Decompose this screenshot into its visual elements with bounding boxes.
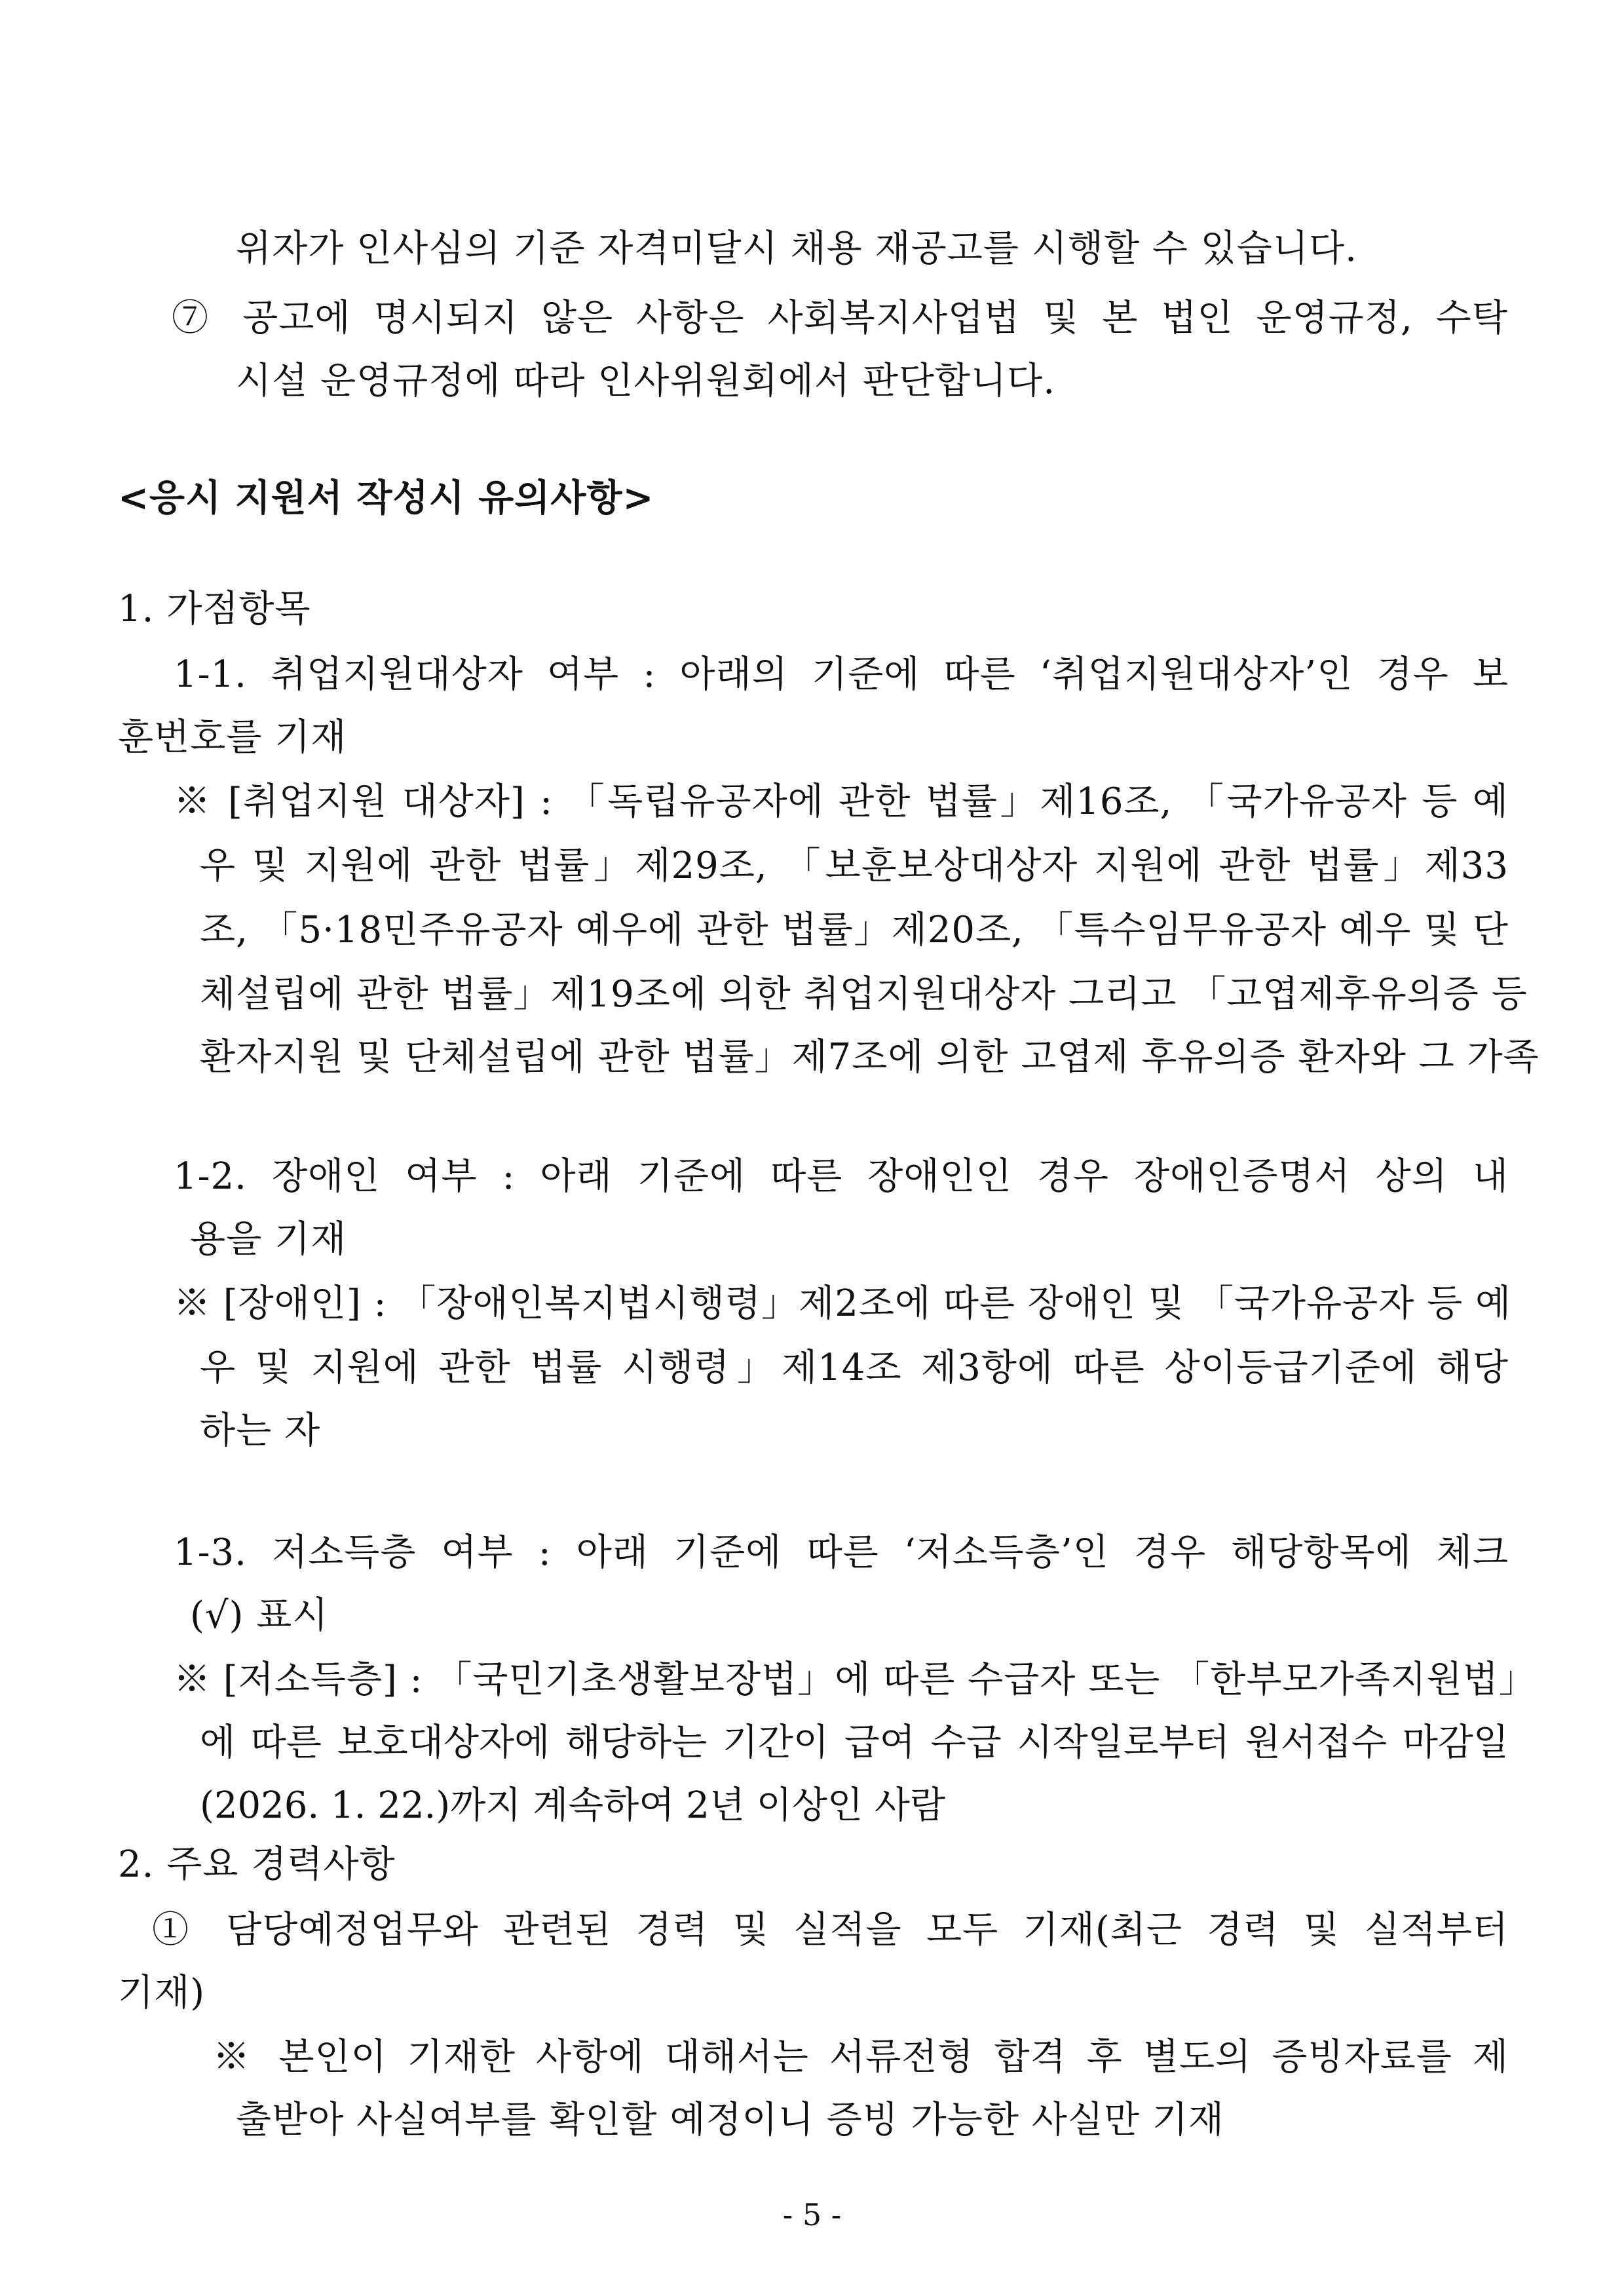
item-1-1-note-line-5: 환자지원 및 단체설립에 관한 법률」제7조에 의한 고엽제 후유의증 환자와 그 가족 xyxy=(200,1036,1539,1079)
section-title: <응시 지원서 작성시 유의사항> xyxy=(118,476,654,520)
item-1-1-note-line-2: 우 및 지원에 관한 법률」제29조, 「보훈보상대상자 지원에 관한 법률」제33 xyxy=(200,845,1509,887)
section-2-note-line-2: 출받아 사실여부를 확인할 예정이니 증빙 가능한 사실만 기재 xyxy=(236,2099,1225,2141)
item-1-1-note-line-3: 조, 「5·18민주유공자 예우에 관한 법률」제20조, 「특수임무유공자 예우 및 단 xyxy=(200,909,1509,951)
item-1-1-line-2: 훈번호를 기재 xyxy=(118,716,347,759)
item-1-2-note-line-3: 하는 자 xyxy=(200,1409,321,1452)
section-2-item-1-line-2: 기재) xyxy=(118,1972,206,2014)
section-2-title: 2. 주요 경력사항 xyxy=(118,1843,396,1886)
item-1-3-note-line-2: 에 따른 보호대상자에 해당하는 기간이 급여 수급 시작일로부터 원서접수 마감일 xyxy=(200,1721,1509,1764)
notice-continuation-line: 위자가 인사심의 기준 자격미달시 채용 재공고를 시행할 수 있습니다. xyxy=(236,227,1357,270)
notice-item-7-line-2: 시설 운영규정에 따라 인사위원회에서 판단합니다. xyxy=(236,360,1056,402)
item-1-2-note-line-1: ※ [장애인] : 「장애인복지법시행령」제2조에 따른 장애인 및 「국가유공자 등 예 xyxy=(174,1282,1512,1325)
item-1-2-note-line-2: 우 및 지원에 관한 법률 시행령」제14조 제3항에 따른 상이등급기준에 해당 xyxy=(200,1347,1509,1389)
item-1-3-line-2: (√) 표시 xyxy=(190,1594,329,1637)
item-1-1-line-1: 1-1. 취업지원대상자 여부 : 아래의 기준에 따른 ‘취업지원대상자’인 경우 보 xyxy=(174,653,1509,696)
notice-item-7-line-1: ⑦ 공고에 명시되지 않은 사항은 사회복지사업법 및 본 법인 운영규정, 수탁 xyxy=(172,297,1508,339)
item-1-1-note-line-1: ※ [취업지원 대상자] : 「독립유공자에 관한 법률」제16조, 「국가유공자 등 예 xyxy=(174,780,1509,823)
section-1-title: 1. 가점항목 xyxy=(118,588,311,630)
item-1-3-note-line-1: ※ [저소득층] : 「국민기초생활보장법」에 따른 수급자 또는 「한부모가족지원법」 xyxy=(174,1658,1536,1701)
item-1-1-note-line-4: 체설립에 관한 법률」제19조에 의한 취업지원대상자 그리고 「고엽제후유의증 등 xyxy=(200,973,1528,1016)
item-1-3-line-1: 1-3. 저소득층 여부 : 아래 기준에 따른 ‘저소득층’인 경우 해당항목에 체크 xyxy=(174,1531,1509,1574)
item-1-2-line-1: 1-2. 장애인 여부 : 아래 기준에 따른 장애인인 경우 장애인증명서 상의 내 xyxy=(174,1155,1509,1198)
section-2-note-line-1: ※ 본인이 기재한 사항에 대해서는 서류전형 합격 후 별도의 증빙자료를 제 xyxy=(213,2036,1509,2078)
item-1-3-note-line-3: (2026. 1. 22.)까지 계속하여 2년 이상인 사람 xyxy=(200,1784,946,1827)
item-1-2-line-2: 용을 기재 xyxy=(190,1218,347,1261)
page-number: - 5 - xyxy=(782,2197,842,2232)
section-2-item-1-line-1: ① 담당예정업무와 관련된 경력 및 실적을 모두 기재(최근 경력 및 실적부터 xyxy=(152,1909,1509,1951)
